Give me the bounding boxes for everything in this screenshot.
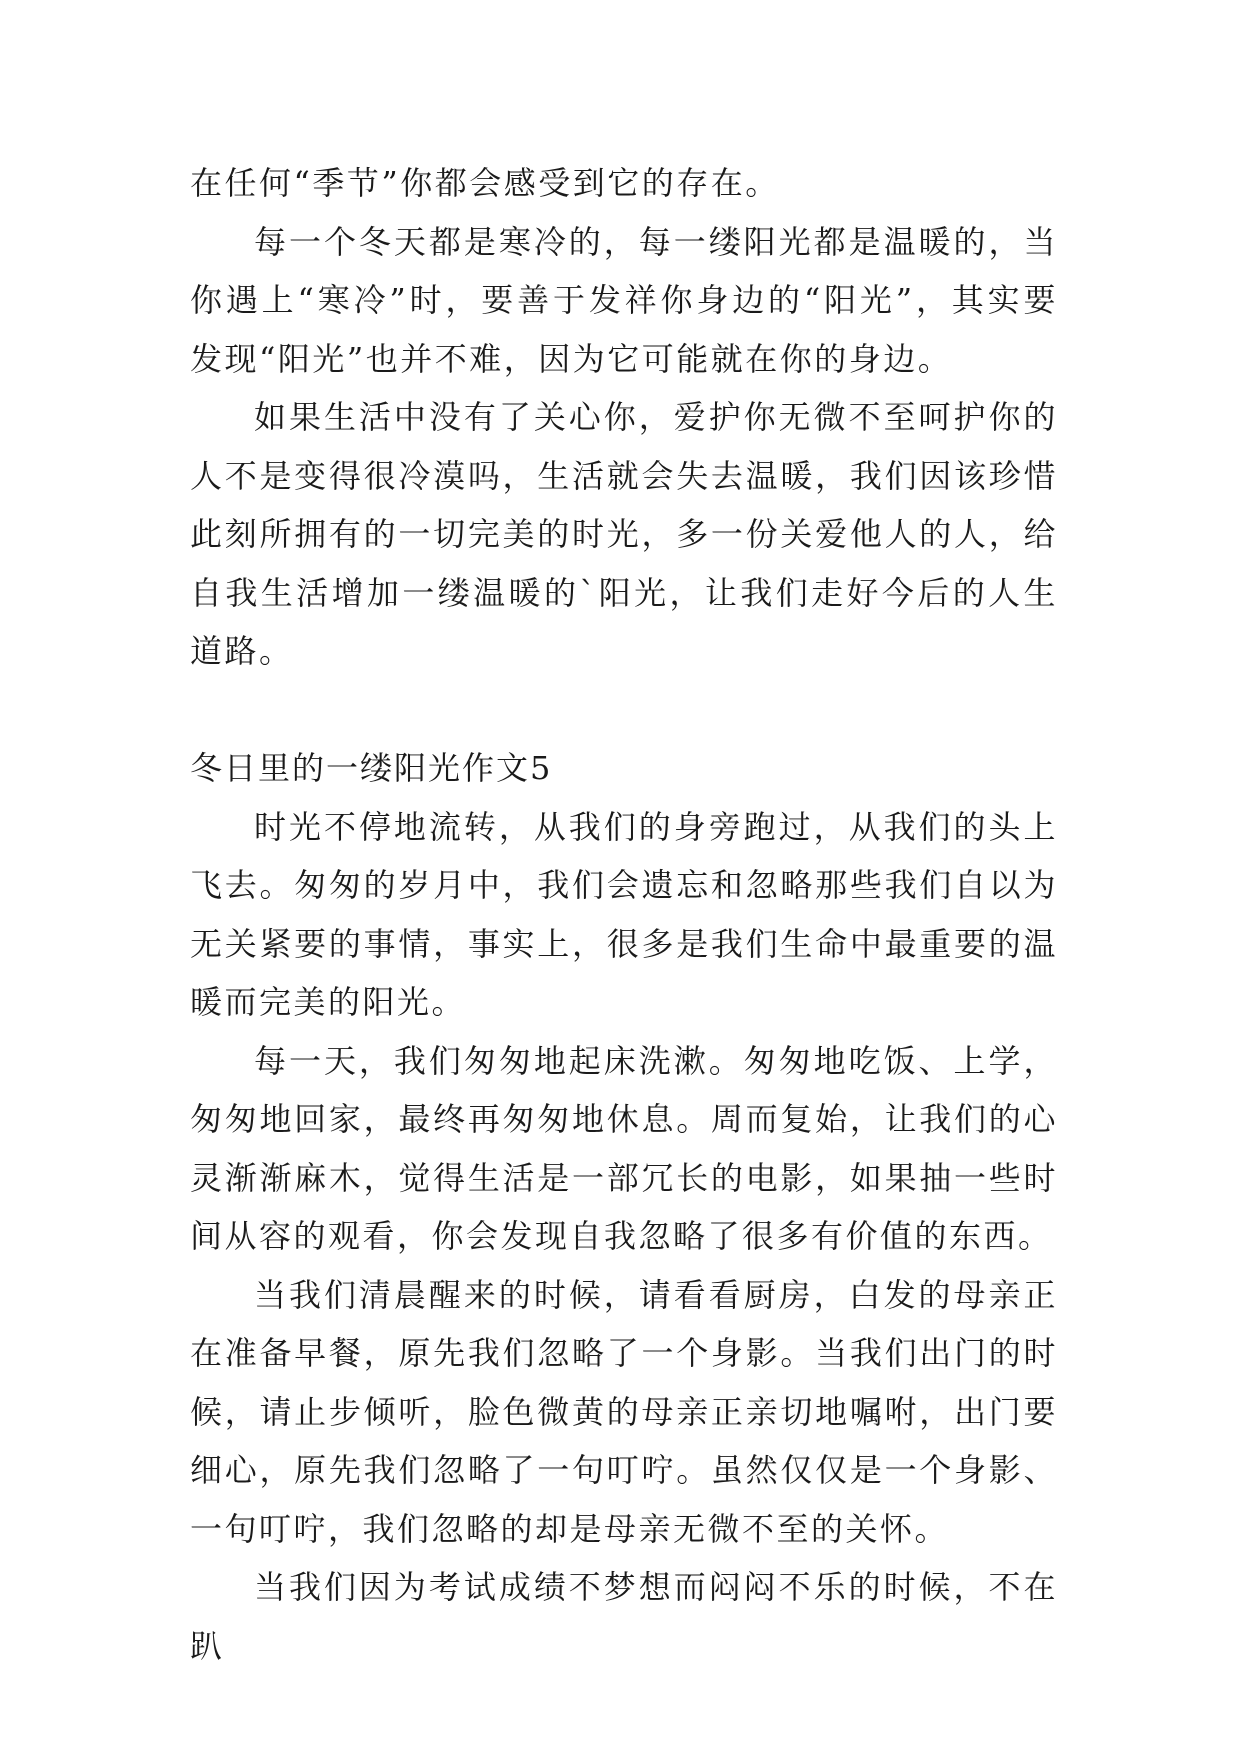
paragraph: 当我们清晨醒来的时候，请看看厨房，白发的母亲正在准备早餐，原先我们忽略了一个身影。当我们出门的时候，请止步倾听，脸色微黄的母亲正亲切地嘱咐，出门要细心，原先我们忽略了一句叮咛。虽然仅仅是一个身影、一句叮咛，我们忽略的却是母亲无微不至的关怀。 — [190, 1275, 1058, 1548]
section-title: 冬日里的一缕阳光作文5 — [190, 749, 553, 787]
document-body — [190, 154, 1058, 1675]
paragraph: 当我们因为考试成绩不梦想而闷闷不乐的时候，不在趴 — [190, 1568, 1058, 1665]
paragraph: 如果生活中没有了关心你，爱护你无微不至呵护你的人不是变得很冷漠吗，生活就会失去温暖，我们因该珍惜此刻所拥有的一切完美的时光，多一份关爱他人的人，给自我生活增加一缕温暖的`阳光，让我们走好今后的人生道路。 — [190, 398, 1058, 670]
paragraph: 每一个冬天都是寒冷的，每一缕阳光都是温暖的，当你遇上“寒冷”时，要善于发祥你身边的“阳光”，其实要发现“阳光”也并不难，因为它可能就在你的身边。 — [190, 222, 1058, 378]
paragraph: 每一天，我们匆匆地起床洗漱。匆匆地吃饭、上学，匆匆地回家，最终再匆匆地休息。周而复始，让我们的心灵渐渐麻木，觉得生活是一部冗长的电影，如果抽一些时间从容的观看，你会发现自我忽略了很多有价值的东西。 — [190, 1041, 1058, 1255]
paragraph-continuation: 在任何“季节”你都会感受到它的存在。 — [190, 164, 780, 202]
paragraph: 时光不停地流转，从我们的身旁跑过，从我们的头上飞去。匆匆的岁月中，我们会遗忘和忽略那些我们自以为无关紧要的事情，事实上，很多是我们生命中最重要的温暖而完美的阳光。 — [190, 807, 1058, 1021]
